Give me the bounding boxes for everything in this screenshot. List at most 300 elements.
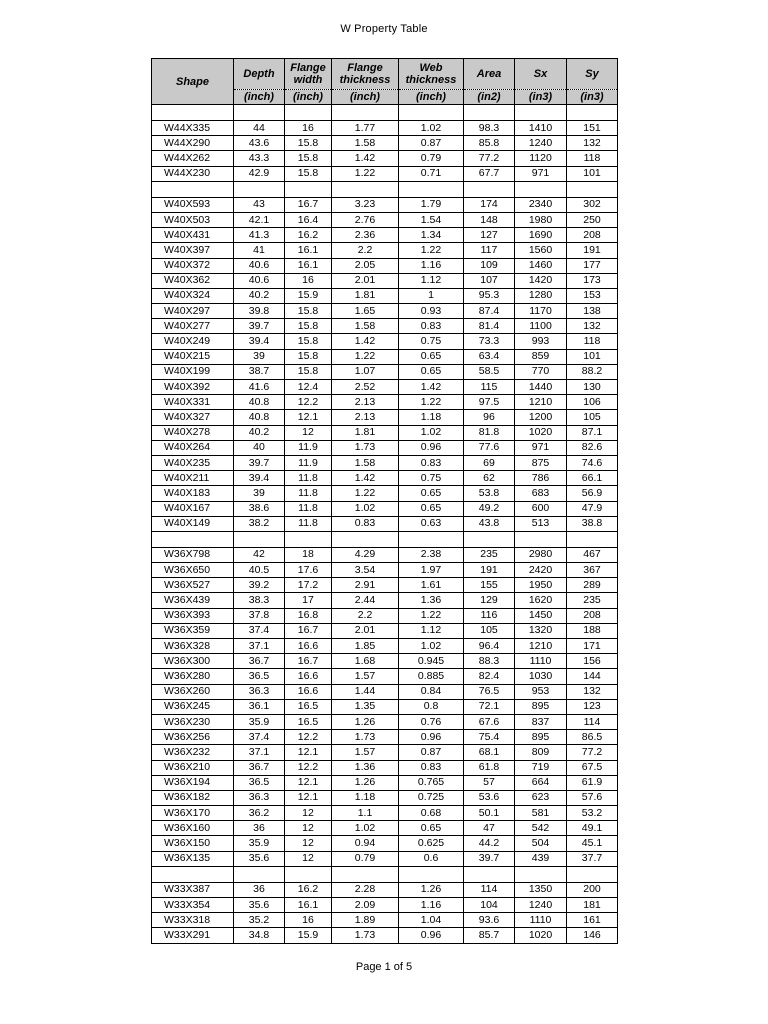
cell-area: 129	[464, 593, 515, 608]
cell-web-thickness: 0.65	[399, 821, 464, 836]
cell-depth: 42	[234, 547, 285, 562]
cell-flange-thickness: 3.54	[332, 563, 399, 578]
cell-sx: 953	[515, 684, 567, 699]
cell-web-thickness: 0.63	[399, 516, 464, 531]
cell-depth: 41	[234, 243, 285, 258]
unit-flange-width: (inch)	[285, 90, 332, 105]
spacer-row	[152, 181, 618, 197]
cell-flange-width: 15.9	[285, 288, 332, 303]
cell-web-thickness: 1.36	[399, 593, 464, 608]
cell-depth: 40	[234, 440, 285, 455]
cell-depth: 36.5	[234, 669, 285, 684]
cell-sy: 57.6	[567, 790, 618, 805]
cell-shape: W40X297	[152, 304, 234, 319]
spacer-cell	[285, 105, 332, 121]
cell-sy: 56.9	[567, 486, 618, 501]
cell-sx: 875	[515, 455, 567, 470]
table-row	[152, 243, 618, 258]
cell-sx: 1240	[515, 136, 567, 151]
cell-flange-thickness: 1.73	[332, 440, 399, 455]
cell-sy: 153	[567, 288, 618, 303]
cell-area: 116	[464, 608, 515, 623]
cell-shape: W44X335	[152, 121, 234, 136]
cell-sx: 1020	[515, 425, 567, 440]
cell-sx: 1410	[515, 121, 567, 136]
cell-flange-width: 16.1	[285, 898, 332, 913]
cell-shape: W36X256	[152, 730, 234, 745]
cell-flange-thickness: 1.73	[332, 928, 399, 943]
cell-sx: 1620	[515, 593, 567, 608]
cell-flange-width: 15.8	[285, 151, 332, 166]
cell-depth: 38.7	[234, 364, 285, 379]
cell-depth: 38.2	[234, 516, 285, 531]
table-row	[152, 669, 618, 684]
cell-sy: 250	[567, 212, 618, 227]
header-shape: Shape	[152, 59, 234, 105]
spacer-cell	[399, 531, 464, 547]
cell-area: 98.3	[464, 121, 515, 136]
cell-area: 114	[464, 882, 515, 897]
header-area: Area	[464, 59, 515, 90]
cell-sy: 302	[567, 197, 618, 212]
table-row	[152, 699, 618, 714]
cell-area: 81.8	[464, 425, 515, 440]
cell-flange-thickness: 1.85	[332, 639, 399, 654]
cell-web-thickness: 0.75	[399, 471, 464, 486]
table-row	[152, 486, 618, 501]
table-row	[152, 440, 618, 455]
cell-shape: W40X593	[152, 197, 234, 212]
spacer-cell	[567, 866, 618, 882]
cell-area: 53.8	[464, 486, 515, 501]
cell-depth: 36.3	[234, 790, 285, 805]
cell-shape: W36X245	[152, 699, 234, 714]
cell-sy: 87.1	[567, 425, 618, 440]
table-row	[152, 258, 618, 273]
table-row	[152, 151, 618, 166]
cell-flange-thickness: 0.94	[332, 836, 399, 851]
cell-sy: 101	[567, 349, 618, 364]
cell-sx: 859	[515, 349, 567, 364]
cell-depth: 37.1	[234, 745, 285, 760]
table-row	[152, 364, 618, 379]
table-row	[152, 898, 618, 913]
unit-flange-thickness: (inch)	[332, 90, 399, 105]
table-row	[152, 745, 618, 760]
cell-flange-thickness: 1.22	[332, 486, 399, 501]
cell-sy: 144	[567, 669, 618, 684]
cell-sy: 289	[567, 578, 618, 593]
cell-flange-thickness: 1.77	[332, 121, 399, 136]
cell-flange-thickness: 2.36	[332, 228, 399, 243]
table-row	[152, 228, 618, 243]
cell-flange-thickness: 1.18	[332, 790, 399, 805]
cell-area: 81.4	[464, 319, 515, 334]
cell-shape: W40X249	[152, 334, 234, 349]
cell-sx: 581	[515, 806, 567, 821]
cell-sx: 1560	[515, 243, 567, 258]
table-row	[152, 913, 618, 928]
cell-flange-thickness: 1.1	[332, 806, 399, 821]
cell-sy: 114	[567, 714, 618, 729]
cell-sx: 786	[515, 471, 567, 486]
cell-sx: 1460	[515, 258, 567, 273]
cell-shape: W40X397	[152, 243, 234, 258]
cell-sy: 161	[567, 913, 618, 928]
table-row	[152, 166, 618, 181]
cell-sy: 191	[567, 243, 618, 258]
table-row	[152, 304, 618, 319]
cell-area: 72.1	[464, 699, 515, 714]
cell-flange-width: 16.2	[285, 228, 332, 243]
cell-shape: W36X650	[152, 563, 234, 578]
table-row	[152, 136, 618, 151]
cell-sy: 235	[567, 593, 618, 608]
cell-shape: W36X439	[152, 593, 234, 608]
cell-area: 107	[464, 273, 515, 288]
cell-area: 174	[464, 197, 515, 212]
cell-area: 77.2	[464, 151, 515, 166]
table-row	[152, 501, 618, 516]
cell-sy: 367	[567, 563, 618, 578]
cell-flange-width: 15.8	[285, 136, 332, 151]
cell-flange-width: 15.8	[285, 349, 332, 364]
cell-shape: W40X264	[152, 440, 234, 455]
cell-web-thickness: 1.16	[399, 898, 464, 913]
table-row	[152, 516, 618, 531]
cell-flange-width: 11.9	[285, 440, 332, 455]
unit-depth: (inch)	[234, 90, 285, 105]
cell-area: 127	[464, 228, 515, 243]
cell-sx: 1280	[515, 288, 567, 303]
cell-flange-width: 16.1	[285, 243, 332, 258]
header-flange-thickness: Flange thickness	[332, 59, 399, 90]
cell-shape: W40X211	[152, 471, 234, 486]
cell-flange-width: 16.7	[285, 197, 332, 212]
cell-depth: 35.9	[234, 836, 285, 851]
cell-sy: 132	[567, 684, 618, 699]
spacer-cell	[567, 105, 618, 121]
cell-depth: 40.2	[234, 425, 285, 440]
table-row	[152, 882, 618, 897]
cell-depth: 37.8	[234, 608, 285, 623]
unit-sx: (in3)	[515, 90, 567, 105]
cell-area: 109	[464, 258, 515, 273]
spacer-cell	[152, 105, 234, 121]
cell-web-thickness: 0.8	[399, 699, 464, 714]
spacer-row	[152, 105, 618, 121]
cell-sy: 74.6	[567, 455, 618, 470]
cell-sx: 2980	[515, 547, 567, 562]
cell-flange-thickness: 1.22	[332, 349, 399, 364]
cell-flange-width: 11.8	[285, 486, 332, 501]
header-depth: Depth	[234, 59, 285, 90]
cell-depth: 39.7	[234, 319, 285, 334]
table-row	[152, 851, 618, 866]
cell-shape: W36X232	[152, 745, 234, 760]
cell-area: 115	[464, 380, 515, 395]
cell-area: 49.2	[464, 501, 515, 516]
cell-flange-width: 15.8	[285, 166, 332, 181]
cell-flange-thickness: 2.2	[332, 243, 399, 258]
cell-depth: 39.8	[234, 304, 285, 319]
header-sy: Sy	[567, 59, 618, 90]
cell-web-thickness: 0.765	[399, 775, 464, 790]
header-flange-width: Flange width	[285, 59, 332, 90]
spacer-cell	[464, 531, 515, 547]
table-row	[152, 197, 618, 212]
cell-area: 68.1	[464, 745, 515, 760]
table-row	[152, 806, 618, 821]
cell-flange-thickness: 1.35	[332, 699, 399, 714]
cell-flange-thickness: 4.29	[332, 547, 399, 562]
cell-flange-thickness: 2.01	[332, 623, 399, 638]
cell-depth: 38.3	[234, 593, 285, 608]
table-row	[152, 425, 618, 440]
cell-flange-width: 16	[285, 273, 332, 288]
cell-depth: 39.4	[234, 334, 285, 349]
cell-sx: 1450	[515, 608, 567, 623]
cell-web-thickness: 1.97	[399, 563, 464, 578]
cell-depth: 37.4	[234, 730, 285, 745]
cell-flange-thickness: 1.81	[332, 288, 399, 303]
cell-web-thickness: 1.22	[399, 395, 464, 410]
cell-depth: 42.1	[234, 212, 285, 227]
cell-shape: W36X393	[152, 608, 234, 623]
cell-flange-width: 15.8	[285, 364, 332, 379]
cell-flange-thickness: 1.57	[332, 745, 399, 760]
cell-sx: 623	[515, 790, 567, 805]
cell-shape: W40X327	[152, 410, 234, 425]
cell-flange-width: 16.5	[285, 699, 332, 714]
cell-area: 105	[464, 623, 515, 638]
cell-area: 67.6	[464, 714, 515, 729]
spacer-cell	[567, 181, 618, 197]
cell-flange-width: 12.1	[285, 775, 332, 790]
cell-flange-thickness: 2.91	[332, 578, 399, 593]
cell-sx: 542	[515, 821, 567, 836]
cell-sy: 118	[567, 334, 618, 349]
cell-flange-width: 15.8	[285, 319, 332, 334]
cell-flange-thickness: 2.09	[332, 898, 399, 913]
cell-depth: 43.3	[234, 151, 285, 166]
cell-area: 39.7	[464, 851, 515, 866]
cell-shape: W40X372	[152, 258, 234, 273]
cell-shape: W40X392	[152, 380, 234, 395]
cell-sx: 895	[515, 699, 567, 714]
cell-sx: 719	[515, 760, 567, 775]
cell-sy: 67.5	[567, 760, 618, 775]
spacer-cell	[285, 531, 332, 547]
cell-flange-thickness: 1.02	[332, 821, 399, 836]
cell-sy: 171	[567, 639, 618, 654]
cell-sx: 1110	[515, 654, 567, 669]
cell-depth: 36.2	[234, 806, 285, 821]
table-row	[152, 395, 618, 410]
cell-sy: 45.1	[567, 836, 618, 851]
cell-flange-width: 12	[285, 821, 332, 836]
cell-web-thickness: 0.96	[399, 730, 464, 745]
cell-sx: 1210	[515, 639, 567, 654]
cell-depth: 40.2	[234, 288, 285, 303]
cell-web-thickness: 0.79	[399, 151, 464, 166]
spacer-cell	[515, 866, 567, 882]
cell-web-thickness: 1.79	[399, 197, 464, 212]
spacer-cell	[234, 105, 285, 121]
page-footer: Page 1 of 5	[355, 961, 413, 973]
cell-web-thickness: 0.83	[399, 319, 464, 334]
spacer-cell	[515, 531, 567, 547]
table-row	[152, 760, 618, 775]
cell-area: 69	[464, 455, 515, 470]
cell-web-thickness: 0.83	[399, 455, 464, 470]
spacer-cell	[285, 866, 332, 882]
cell-sx: 971	[515, 166, 567, 181]
cell-sx: 895	[515, 730, 567, 745]
cell-shape: W40X167	[152, 501, 234, 516]
cell-sy: 467	[567, 547, 618, 562]
cell-web-thickness: 1.12	[399, 623, 464, 638]
cell-depth: 36.5	[234, 775, 285, 790]
cell-web-thickness: 1.02	[399, 425, 464, 440]
cell-web-thickness: 1.54	[399, 212, 464, 227]
cell-area: 82.4	[464, 669, 515, 684]
spacer-cell	[399, 105, 464, 121]
cell-shape: W40X278	[152, 425, 234, 440]
table-row	[152, 380, 618, 395]
cell-shape: W40X362	[152, 273, 234, 288]
cell-flange-width: 12.2	[285, 760, 332, 775]
cell-sy: 47.9	[567, 501, 618, 516]
table-row	[152, 714, 618, 729]
cell-flange-width: 16.7	[285, 623, 332, 638]
cell-shape: W36X280	[152, 669, 234, 684]
cell-web-thickness: 0.65	[399, 501, 464, 516]
cell-shape: W36X230	[152, 714, 234, 729]
cell-flange-width: 17	[285, 593, 332, 608]
cell-flange-thickness: 1.73	[332, 730, 399, 745]
cell-area: 67.7	[464, 166, 515, 181]
cell-web-thickness: 1.12	[399, 273, 464, 288]
cell-shape: W44X230	[152, 166, 234, 181]
cell-sx: 809	[515, 745, 567, 760]
header-sx: Sx	[515, 59, 567, 90]
cell-flange-thickness: 1.58	[332, 136, 399, 151]
cell-sy: 130	[567, 380, 618, 395]
cell-sx: 1100	[515, 319, 567, 334]
cell-sx: 1110	[515, 913, 567, 928]
cell-area: 44.2	[464, 836, 515, 851]
cell-sx: 1440	[515, 380, 567, 395]
cell-flange-thickness: 2.13	[332, 395, 399, 410]
cell-shape: W40X149	[152, 516, 234, 531]
cell-sy: 138	[567, 304, 618, 319]
cell-depth: 39.7	[234, 455, 285, 470]
cell-web-thickness: 1.16	[399, 258, 464, 273]
cell-flange-width: 12	[285, 836, 332, 851]
cell-sy: 53.2	[567, 806, 618, 821]
cell-sx: 1980	[515, 212, 567, 227]
cell-sy: 151	[567, 121, 618, 136]
cell-flange-width: 17.6	[285, 563, 332, 578]
spacer-cell	[515, 181, 567, 197]
cell-sx: 1420	[515, 273, 567, 288]
cell-flange-thickness: 2.76	[332, 212, 399, 227]
cell-flange-width: 16.2	[285, 882, 332, 897]
cell-flange-width: 12.1	[285, 745, 332, 760]
cell-sx: 513	[515, 516, 567, 531]
spacer-cell	[234, 531, 285, 547]
cell-depth: 40.6	[234, 258, 285, 273]
cell-depth: 42.9	[234, 166, 285, 181]
cell-flange-width: 12.2	[285, 395, 332, 410]
cell-sx: 1690	[515, 228, 567, 243]
cell-web-thickness: 0.945	[399, 654, 464, 669]
cell-sx: 1210	[515, 395, 567, 410]
cell-flange-thickness: 3.23	[332, 197, 399, 212]
cell-web-thickness: 0.96	[399, 440, 464, 455]
cell-sx: 2420	[515, 563, 567, 578]
cell-area: 104	[464, 898, 515, 913]
cell-web-thickness: 0.885	[399, 669, 464, 684]
cell-shape: W36X135	[152, 851, 234, 866]
table-row	[152, 410, 618, 425]
table-row	[152, 563, 618, 578]
cell-shape: W40X215	[152, 349, 234, 364]
cell-web-thickness: 1.02	[399, 639, 464, 654]
cell-sy: 132	[567, 136, 618, 151]
cell-flange-thickness: 1.42	[332, 471, 399, 486]
table-row	[152, 654, 618, 669]
cell-flange-thickness: 1.22	[332, 166, 399, 181]
cell-area: 88.3	[464, 654, 515, 669]
table-row	[152, 730, 618, 745]
spacer-cell	[464, 866, 515, 882]
spacer-cell	[152, 866, 234, 882]
cell-shape: W33X291	[152, 928, 234, 943]
table-row	[152, 608, 618, 623]
cell-area: 235	[464, 547, 515, 562]
cell-flange-width: 16.6	[285, 684, 332, 699]
cell-flange-thickness: 1.68	[332, 654, 399, 669]
cell-sx: 1320	[515, 623, 567, 638]
cell-sy: 146	[567, 928, 618, 943]
cell-flange-width: 11.8	[285, 501, 332, 516]
cell-flange-width: 12.2	[285, 730, 332, 745]
cell-depth: 35.6	[234, 898, 285, 913]
cell-sx: 1200	[515, 410, 567, 425]
cell-area: 76.5	[464, 684, 515, 699]
cell-area: 93.6	[464, 913, 515, 928]
cell-depth: 36.7	[234, 654, 285, 669]
table-row	[152, 928, 618, 943]
cell-flange-thickness: 2.13	[332, 410, 399, 425]
spacer-cell	[332, 105, 399, 121]
cell-shape: W33X354	[152, 898, 234, 913]
cell-flange-width: 12	[285, 851, 332, 866]
unit-sy: (in3)	[567, 90, 618, 105]
cell-shape: W40X235	[152, 455, 234, 470]
cell-shape: W44X290	[152, 136, 234, 151]
cell-flange-width: 16	[285, 913, 332, 928]
cell-flange-thickness: 1.07	[332, 364, 399, 379]
cell-flange-thickness: 1.26	[332, 775, 399, 790]
cell-area: 148	[464, 212, 515, 227]
cell-depth: 39	[234, 349, 285, 364]
cell-flange-thickness: 1.58	[332, 455, 399, 470]
cell-sx: 600	[515, 501, 567, 516]
table-row	[152, 471, 618, 486]
